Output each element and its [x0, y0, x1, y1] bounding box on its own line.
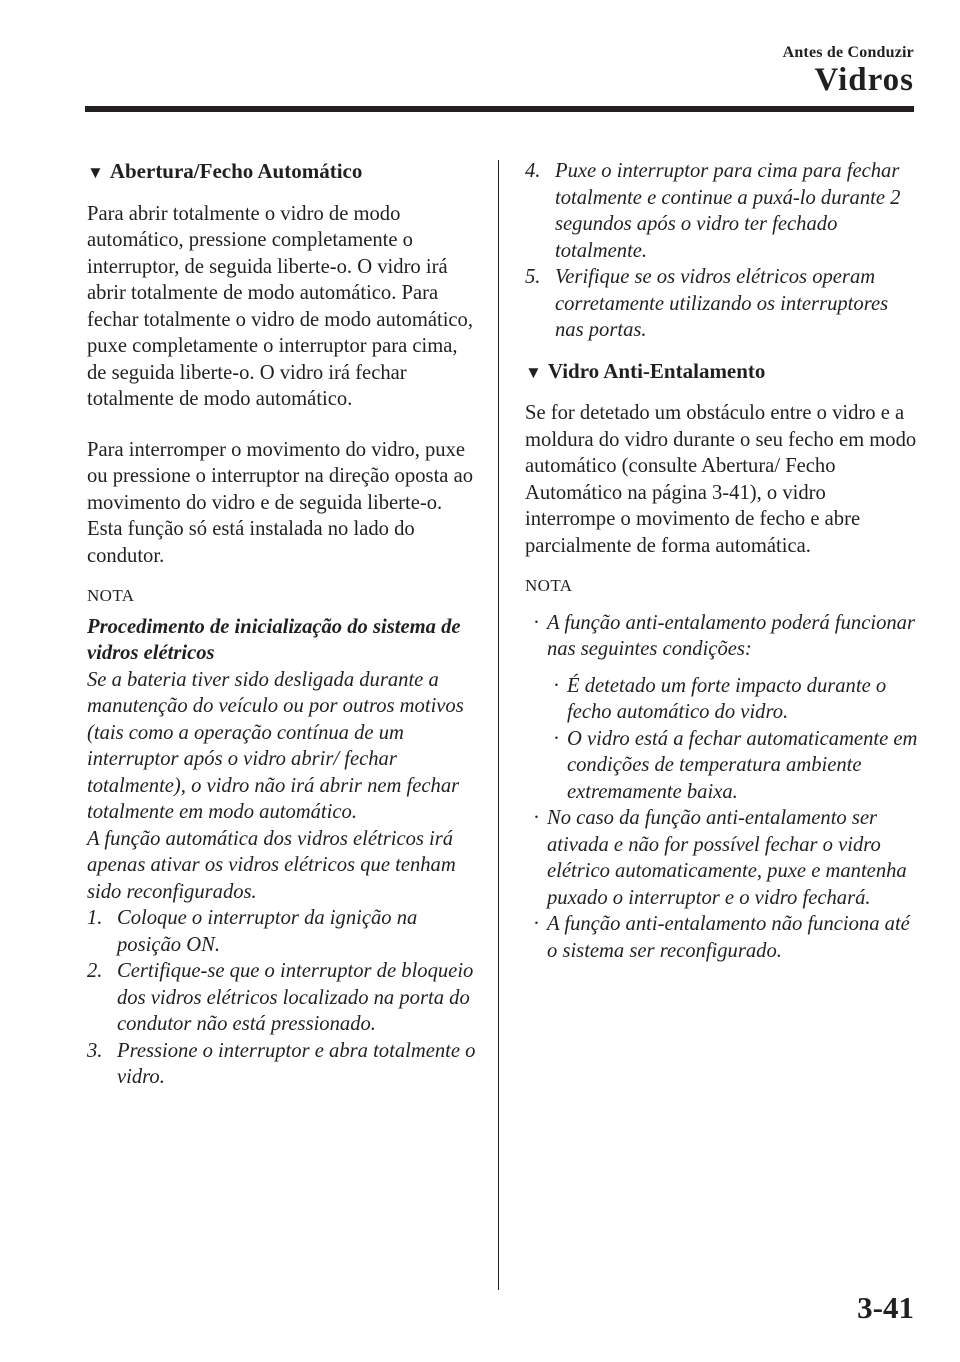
step-text: Coloque o interruptor da ignição na posição ON.: [117, 907, 418, 956]
heading-text: Vidro Anti-Entalamento: [547, 358, 766, 383]
step-item: [87, 905, 477, 958]
step-number: 5.: [525, 266, 541, 288]
step-text: Puxe o interruptor para cima para fechar totalmente e continue a puxá-lo durante 2 segundos após o vidro ter fechado totalmente.: [555, 160, 901, 262]
page-number: 3-41: [857, 1290, 914, 1325]
nota-paragraph: A função automática dos vidros elétricos irá apenas ativar os vidros elétricos que tenham sido reconfigurados.: [87, 827, 456, 903]
right-column: [525, 158, 920, 964]
step-number: 4.: [525, 160, 541, 182]
bullet-item: [525, 805, 920, 911]
section-kicker: Antes de Conduzir: [782, 44, 914, 61]
nota-title: Procedimento de inicialização do sistema de vidros elétricos: [87, 615, 461, 664]
section-heading-anti-pinch: [525, 358, 920, 387]
step-item: [87, 958, 477, 1038]
bullet-dot: ·: [553, 674, 560, 697]
page-title: Vidros: [814, 62, 914, 98]
step-item: [525, 158, 920, 264]
step-item: [525, 264, 920, 344]
step-number: 2.: [87, 960, 103, 982]
bullet-item: [525, 610, 920, 663]
section-heading-auto: [87, 158, 477, 187]
paragraph: Esta função só está instalada no lado do condutor.: [87, 518, 415, 567]
bullet-text: No caso da função anti-entalamento ser ativada e não for possível fechar o vidro elétrico automaticamente, puxe e mantenha puxado o interruptor e o vidro fechará.: [547, 807, 907, 909]
nota-label: NOTA: [525, 576, 573, 595]
bullet-item: [525, 911, 920, 964]
sub-bullet-item: [525, 673, 920, 726]
column-divider: [498, 160, 499, 1290]
bullet-text: O vidro está a fechar automaticamente em condições de temperatura ambiente extremamente baixa.: [567, 727, 918, 803]
step-number: 1.: [87, 907, 103, 929]
paragraph: Se for detetado um obstáculo entre o vidro e a moldura do vidro durante o seu fecho em modo automático (consulte Abertura/ Fecho Automático na página 3-41), o vidro interrompe o movimento de fecho e abre parcialmente de forma automática.: [525, 402, 917, 557]
left-column: [87, 158, 477, 1091]
triangle-down-icon: ▼: [525, 362, 542, 382]
step-text: Certifique-se que o interruptor de bloqueio dos vidros elétricos localizado na porta do condutor não está pressionado.: [117, 960, 474, 1035]
step-text: Pressione o interruptor e abra totalmente o vidro.: [117, 1039, 476, 1088]
nota-paragraph: Se a bateria tiver sido desligada durante a manutenção do veículo ou por outros motivos (tais como a operação contínua de um interruptor após o vidro abrir/ fechar totalmente), o vidro não irá abrir nem fechar totalmente em modo automático.: [87, 668, 464, 823]
heading-text: Abertura/Fecho Automático: [109, 159, 363, 183]
nota-label: NOTA: [87, 586, 135, 605]
bullet-dot: ·: [533, 807, 540, 829]
bullet-dot: ·: [533, 611, 540, 634]
bullet-dot: ·: [553, 727, 560, 750]
sub-bullet-item: [525, 726, 920, 806]
paragraph: Para interromper o movimento do vidro, puxe ou pressione o interruptor na direção oposta ao movimento do vidro e de seguida liberte-o.: [87, 438, 474, 514]
step-item: [87, 1038, 477, 1091]
step-number: 3.: [87, 1039, 103, 1062]
header-rule: [85, 106, 914, 112]
bullet-text: A função anti-entalamento poderá funcionar nas seguintes condições:: [547, 611, 915, 660]
step-text: Verifique se os vidros elétricos operam corretamente utilizando os interruptores nas portas.: [555, 266, 889, 341]
bullet-text: A função anti-entalamento não funciona até o sistema ser reconfigurado.: [547, 913, 910, 962]
bullet-dot: ·: [533, 913, 540, 935]
bullet-text: É detetado um forte impacto durante o fecho automático do vidro.: [567, 674, 887, 723]
paragraph: Para abrir totalmente o vidro de modo automático, pressione completamente o interruptor, de seguida liberte-o. O vidro irá abrir totalmente de modo automático. Para fechar totalmente o vidro de modo automático, puxe completamente o interruptor para cima, de seguida liberte-o. O vidro irá fechar totalmente de modo automático.: [87, 202, 474, 410]
triangle-down-icon: ▼: [87, 163, 104, 182]
